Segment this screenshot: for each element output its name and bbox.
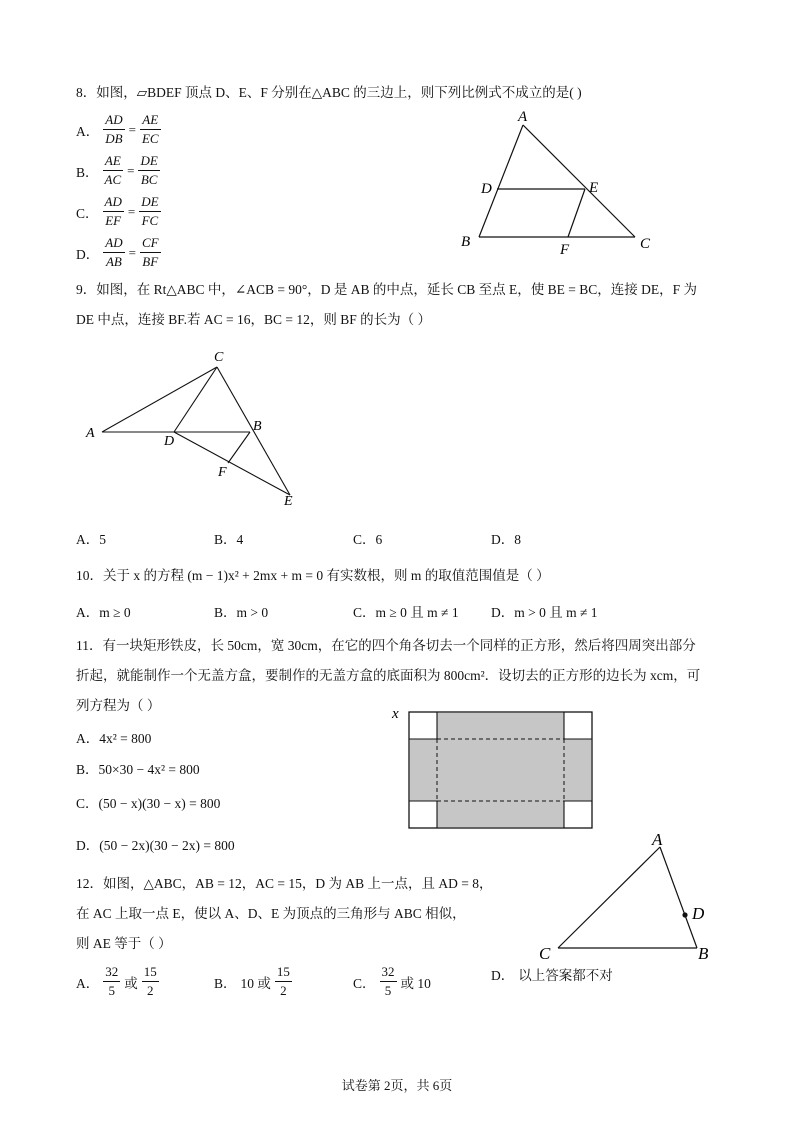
page-footer: 试卷第 2页，共 6页 — [341, 1078, 453, 1093]
q12-label-c: C — [539, 944, 551, 963]
q12-label-a: A — [652, 830, 663, 849]
q9-option-c: C．6 — [353, 532, 383, 547]
q8-option-letter: B． — [76, 164, 99, 180]
q12-fraction: $\frac{15}{2}$ — [143, 964, 157, 998]
q12-option-b — [214, 964, 292, 999]
q8-triangle-diagram — [455, 105, 665, 260]
q8-label-e: E — [589, 180, 599, 196]
q8-label-c: C — [640, 236, 651, 252]
q11-shaded-band — [409, 739, 592, 801]
q8-side-ac — [523, 125, 635, 237]
q10-option-b: B．m > 0 — [214, 605, 269, 620]
q10-option-c: C．m ≥ 0 且 m ≠ 1 — [353, 605, 459, 620]
q11-option-c: C．(50 − x)(30 − x) = 800 — [76, 796, 221, 811]
q12-option-c — [353, 964, 431, 999]
q11-stem-line1: 11．有一块矩形铁皮，长 50cm，宽 30cm，在它的四个角各切去一个同样的正方形，然后将四周突出部分 — [76, 638, 696, 653]
q12-fraction: $\frac{32}{5}$ — [105, 964, 119, 998]
q9-option-d: D．8 — [491, 532, 521, 547]
q8-fraction: $\frac{DE}{BC}$ — [140, 153, 158, 187]
q8-equals: = — [127, 203, 136, 219]
q11-option-a: A．4x² = 800 — [76, 731, 152, 746]
q9-stem-line2: DE 中点，连接 BF.若 AC = 16，BC = 12，则 BF 的长为（ ） — [76, 312, 432, 327]
q8-equals: = — [128, 121, 136, 137]
q12-option-letter: C． — [353, 975, 376, 991]
q9-option-a: A．5 — [76, 532, 106, 547]
q9-option-b: B．4 — [214, 532, 244, 547]
q12-stem-line2: 在 AC 上取一点 E，使以 A、D、E 为顶点的三角形与 ABC 相似， — [76, 906, 466, 921]
q8-fraction: $\frac{AD}{EF}$ — [104, 194, 122, 228]
q12-option-letter: D． — [491, 968, 515, 983]
q10-option-a: A．m ≥ 0 — [76, 605, 131, 620]
q12-stem-line3: 则 AE 等于（ ） — [76, 936, 172, 951]
q9-label-f: F — [218, 465, 227, 480]
q8-fraction: $\frac{AE}{EC}$ — [141, 112, 159, 146]
q12-option-text: 或 10 — [400, 975, 431, 991]
q12-side-ac — [558, 847, 660, 948]
q10-stem: 10．关于 x 的方程 (m − 1)x² + 2mx + m = 0 有实数根，则 m 的取值范围值是（ ） — [76, 568, 550, 583]
q8-label-b: B — [461, 234, 471, 250]
q8-equals: = — [128, 244, 136, 260]
q12-triangle-diagram — [530, 825, 730, 970]
q8-option-letter: D． — [76, 246, 100, 262]
q8-fraction: $\frac{AE}{AC}$ — [104, 153, 122, 187]
q9-stem-line1: 9．如图，在 Rt△ABC 中，∠ACB = 90°，D 是 AB 的中点，延长 CB 至点 E，使 BE = BC，连接 DE，F 为 — [76, 282, 697, 297]
q8-fraction: $\frac{AD}{DB}$ — [105, 112, 123, 146]
q8-fraction: $\frac{CF}{BF}$ — [141, 235, 159, 269]
q8-label-d: D — [481, 181, 492, 197]
q8-option-letter: A． — [76, 123, 100, 139]
q9-label-d: D — [164, 434, 175, 449]
q11-option-d: D．(50 − 2x)(30 − 2x) = 800 — [76, 838, 235, 853]
q12-option-letter: B． — [214, 975, 237, 991]
q12-side-ab — [660, 847, 697, 948]
q8-fraction: $\frac{DE}{FC}$ — [141, 194, 159, 228]
q8-fraction: $\frac{AD}{AB}$ — [105, 235, 123, 269]
q8-label-f: F — [560, 242, 570, 258]
q12-fraction: $\frac{32}{5}$ — [381, 964, 395, 998]
q11-stem-line2: 折起，就能制作一个无盖方盒，要制作的无盖方盒的底面积为 800cm²．设切去的正方形的边长为 xcm，可 — [76, 668, 701, 683]
q11-label-x: x — [392, 706, 399, 722]
q8-stem: 8．如图，▱BDEF 顶点 D、E、F 分别在△ABC 的三边上，则下列比例式不成立的是( ) — [76, 85, 582, 100]
q8-option-d — [76, 235, 161, 270]
q8-option-b — [76, 153, 160, 188]
q12-label-b: B — [698, 944, 709, 963]
q10-option-d: D．m > 0 且 m ≠ 1 — [491, 605, 598, 620]
q8-segment-ef — [568, 189, 585, 237]
q8-option-letter: C． — [76, 205, 99, 221]
q11-option-b: B．50×30 − 4x² = 800 — [76, 762, 200, 777]
q9-triangle-diagram — [80, 345, 310, 510]
q12-stem-line1: 12．如图，△ABC，AB = 12，AC = 15，D 为 AB 上一点，且 AD = 8， — [76, 876, 493, 891]
q9-label-c: C — [214, 350, 224, 365]
q11-rectangle-diagram — [388, 702, 598, 832]
q11-stem-line3: 列方程为（ ） — [76, 698, 161, 713]
q9-label-e: E — [284, 494, 293, 509]
q12-option-a — [76, 964, 159, 999]
q8-option-c — [76, 194, 161, 229]
q12-point-d — [682, 912, 687, 917]
q12-fraction: $\frac{15}{2}$ — [276, 964, 290, 998]
q12-or: 或 — [124, 975, 138, 991]
q8-equals: = — [127, 162, 135, 178]
q9-segment-cd — [174, 367, 217, 432]
q8-option-a — [76, 112, 161, 147]
q12-option-text: 10 或 — [240, 975, 271, 991]
q9-label-b: B — [253, 419, 262, 434]
q12-option-letter: A． — [76, 975, 100, 991]
q12-option-text: 以上答案都不对 — [518, 968, 613, 983]
q9-segment-ac — [102, 367, 217, 432]
q12-label-d: D — [692, 904, 705, 923]
q9-segment-bf — [228, 432, 250, 463]
q9-label-a: A — [86, 426, 95, 441]
q8-label-a: A — [518, 109, 528, 125]
